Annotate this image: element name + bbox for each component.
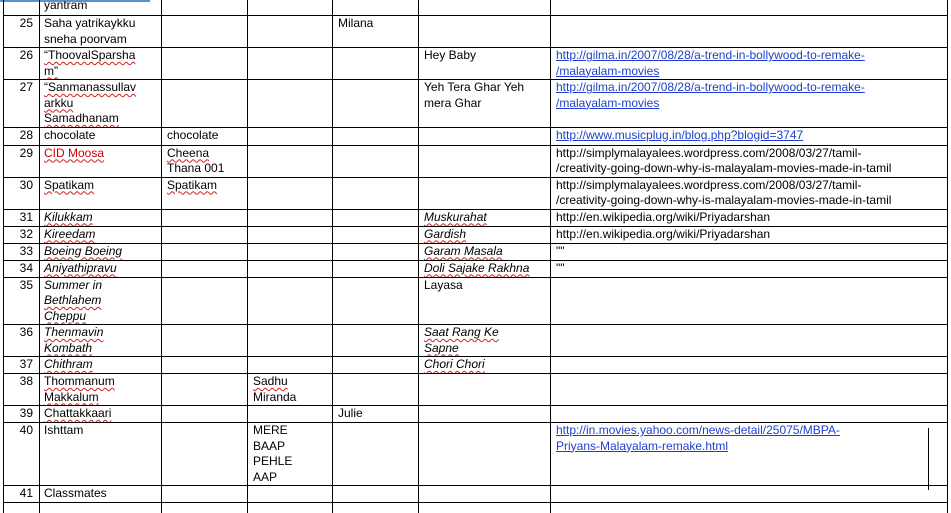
kannada-remake-cell: [333, 243, 419, 260]
telugu-remake-cell: [248, 0, 333, 16]
cell-text: Thenmavin: [44, 325, 104, 339]
row-number-cell: 32: [4, 226, 40, 243]
cell-text: http://simplymalayalees.wordpress.com/2008/03/27/tamil-: [556, 145, 862, 160]
source-link[interactable]: http://gilma.in/2007/08/28/a-trend-in-bollywood-to-remake-: [556, 48, 865, 62]
cell-text: Gardish: [424, 226, 467, 241]
kannada-remake-cell: [333, 486, 419, 503]
cell-text: http://en.wikipedia.org/wiki/Priyadarshan: [556, 209, 771, 224]
hindi-remake-cell: [419, 243, 551, 260]
telugu-remake-cell: [248, 48, 333, 80]
hindi-remake-cell: [419, 0, 551, 16]
cell-text: Saha yatrikaykku: [44, 16, 136, 30]
cell-text: Layasa: [424, 277, 463, 292]
title-cell: [40, 423, 162, 486]
row-number-cell: 39: [4, 406, 40, 423]
kannada-remake-cell: [333, 325, 419, 357]
source-cell: [551, 260, 948, 277]
title-cell: [40, 374, 162, 406]
hindi-remake-cell: [419, 226, 551, 243]
cell-text: chocolate: [167, 127, 219, 142]
hindi-remake-cell: [419, 48, 551, 80]
telugu-remake-cell: [248, 503, 333, 513]
tamil-remake-cell: [162, 209, 248, 226]
hindi-remake-cell: [419, 80, 551, 128]
tamil-remake-cell: [162, 486, 248, 503]
cell-text: "": [556, 243, 565, 258]
cell-text: m”: [44, 63, 58, 78]
hindi-remake-cell: [419, 357, 551, 374]
hindi-remake-cell: [419, 16, 551, 48]
source-cell: [551, 80, 948, 128]
source-cell: [551, 226, 948, 243]
cell-text: "": [556, 260, 565, 275]
telugu-remake-cell: [248, 226, 333, 243]
tamil-remake-cell: [162, 177, 248, 209]
source-cell: [551, 127, 948, 145]
cell-text: Chattakkaari: [44, 406, 112, 420]
title-cell: [40, 503, 162, 513]
source-link[interactable]: http://gilma.in/2007/08/28/a-trend-in-bollywood-to-remake-: [556, 80, 865, 94]
cell-text: Cheena: [167, 145, 210, 160]
table-row: [4, 406, 948, 423]
title-cell: [40, 127, 162, 145]
tamil-remake-cell: [162, 406, 248, 423]
title-cell: [40, 145, 162, 177]
table-row: [4, 423, 948, 486]
tamil-remake-cell: [162, 226, 248, 243]
kannada-remake-cell: [333, 277, 419, 325]
title-cell: [40, 486, 162, 503]
title-cell: [40, 325, 162, 357]
table-row: [4, 357, 948, 374]
telugu-remake-cell: [248, 16, 333, 48]
source-cell: [551, 423, 948, 486]
cell-text: Chori Chori: [424, 357, 485, 371]
telugu-remake-cell: [248, 209, 333, 226]
cell-text: Thommanum: [44, 374, 115, 388]
hindi-remake-cell: [419, 503, 551, 513]
table-row: [4, 277, 948, 325]
hindi-remake-cell: [419, 325, 551, 357]
table-row: [4, 374, 948, 406]
row-number-cell: 36: [4, 325, 40, 357]
cell-text: Thana 001: [167, 161, 225, 175]
cell-text: PEHLE: [253, 454, 293, 468]
table-row: [4, 260, 948, 277]
telugu-remake-cell: [248, 374, 333, 406]
table-row: [4, 243, 948, 260]
cell-text: Spatikam: [167, 177, 218, 192]
cell-text: CID Moosa: [44, 145, 105, 160]
cell-text: mera Ghar: [424, 95, 482, 110]
cell-text: http://simplymalayalees.wordpress.com/2008/03/27/tamil-: [556, 177, 862, 192]
row-number-cell: 28: [4, 127, 40, 145]
kannada-remake-cell: [333, 374, 419, 406]
cell-text: Cheppu: [44, 308, 87, 323]
cell-text: Samadhanam: [44, 111, 119, 125]
table-row: [4, 325, 948, 357]
row-number-cell: [4, 503, 40, 513]
telugu-remake-cell: [248, 177, 333, 209]
cell-text: Kireedam: [44, 226, 96, 241]
tamil-remake-cell: [162, 503, 248, 513]
source-cell: [551, 145, 948, 177]
row-number-cell: 41: [4, 486, 40, 503]
kannada-remake-cell: [333, 0, 419, 16]
table-row: [4, 48, 948, 80]
cell-divider-line: [928, 428, 929, 490]
row-number-cell: 31: [4, 209, 40, 226]
cell-text: Milana: [338, 16, 374, 30]
source-cell: [551, 177, 948, 209]
table-row: [4, 127, 948, 145]
cell-text: Kombath: [44, 340, 93, 355]
cell-text: Classmates: [44, 486, 107, 500]
kannada-remake-cell: [333, 80, 419, 128]
hindi-remake-cell: [419, 260, 551, 277]
row-number-cell: 33: [4, 243, 40, 260]
kannada-remake-cell: [333, 127, 419, 145]
cell-text: sneha poorvam: [44, 31, 127, 46]
table-row: [4, 80, 948, 128]
table-row: [4, 486, 948, 503]
tamil-remake-cell: [162, 48, 248, 80]
source-link[interactable]: http://www.musicplug.in/blog.php?blogid=3747: [556, 127, 804, 142]
title-cell: [40, 260, 162, 277]
cell-text: Doli Sajake Rakhna: [424, 260, 530, 275]
table-row: [4, 226, 948, 243]
cell-text: Miranda: [253, 389, 297, 404]
row-number-cell: 26: [4, 48, 40, 80]
kannada-remake-cell: [333, 48, 419, 80]
cell-text: Makkalum: [44, 389, 99, 404]
row-number-cell: 37: [4, 357, 40, 374]
tamil-remake-cell: [162, 277, 248, 325]
title-cell: [40, 48, 162, 80]
kannada-remake-cell: [333, 406, 419, 423]
cell-text: /creativity-going-down-why-is-malayalam-movies-made-in-tamil: [556, 193, 892, 207]
row-number-cell: [4, 0, 40, 16]
telugu-remake-cell: [248, 406, 333, 423]
telugu-remake-cell: [248, 277, 333, 325]
telugu-remake-cell: [248, 243, 333, 260]
source-link[interactable]: /malayalam-movies: [556, 95, 660, 110]
cell-text: “ThoovalSparsha: [44, 48, 136, 62]
remake-movies-table: [3, 0, 948, 513]
telugu-remake-cell: [248, 260, 333, 277]
cell-text: Boeing Boeing: [44, 243, 123, 258]
source-link[interactable]: http://in.movies.yahoo.com/news-detail/25075/MBPA-: [556, 423, 840, 437]
tamil-remake-cell: [162, 357, 248, 374]
kannada-remake-cell: [333, 209, 419, 226]
telugu-remake-cell: [248, 423, 333, 486]
cell-text: AAP: [253, 469, 278, 484]
hindi-remake-cell: [419, 127, 551, 145]
cell-text: Julie: [338, 406, 363, 420]
tamil-remake-cell: [162, 243, 248, 260]
tamil-remake-cell: [162, 423, 248, 486]
cell-text: yantram: [44, 0, 88, 12]
tamil-remake-cell: [162, 145, 248, 177]
cell-text: Sapne: [424, 340, 459, 355]
row-number-cell: 35: [4, 277, 40, 325]
tamil-remake-cell: [162, 374, 248, 406]
table-row: [4, 16, 948, 48]
source-cell: [551, 243, 948, 260]
table-row: [4, 177, 948, 209]
cell-text: arkku: [44, 95, 74, 110]
kannada-remake-cell: [333, 16, 419, 48]
row-number-cell: 27: [4, 80, 40, 128]
table-row: [4, 209, 948, 226]
title-cell: [40, 0, 162, 16]
telugu-remake-cell: [248, 127, 333, 145]
table-row: [4, 503, 948, 513]
kannada-remake-cell: [333, 423, 419, 486]
title-cell: [40, 406, 162, 423]
kannada-remake-cell: [333, 503, 419, 513]
cell-text: Spatikam: [44, 177, 95, 192]
cell-text: Aniyathipravu: [44, 260, 117, 275]
cell-text: MERE: [253, 423, 288, 437]
hindi-remake-cell: [419, 209, 551, 226]
kannada-remake-cell: [333, 260, 419, 277]
title-cell: [40, 16, 162, 48]
row-number-cell: 40: [4, 423, 40, 486]
cell-text: Kilukkam: [44, 209, 93, 224]
cell-text: /creativity-going-down-why-is-malayalam-movies-made-in-tamil: [556, 161, 892, 175]
title-cell: [40, 80, 162, 128]
row-number-cell: 38: [4, 374, 40, 406]
tamil-remake-cell: [162, 80, 248, 128]
cell-text: Chithram: [44, 357, 93, 371]
cell-text: Sadhu: [253, 374, 288, 388]
cell-text: Bethlahem: [44, 293, 102, 307]
cell-text: “Sanmanassullav: [44, 80, 137, 94]
row-number-cell: 34: [4, 260, 40, 277]
title-cell: [40, 226, 162, 243]
cell-text: Ishttam: [44, 423, 84, 437]
source-cell: [551, 406, 948, 423]
hindi-remake-cell: [419, 374, 551, 406]
title-cell: [40, 277, 162, 325]
cell-text: Saat Rang Ke: [424, 325, 499, 339]
source-cell: [551, 357, 948, 374]
table-row: [4, 145, 948, 177]
source-cell: [551, 16, 948, 48]
tamil-remake-cell: [162, 127, 248, 145]
table-row: [4, 0, 948, 16]
tamil-remake-cell: [162, 260, 248, 277]
title-cell: [40, 177, 162, 209]
telugu-remake-cell: [248, 325, 333, 357]
hindi-remake-cell: [419, 177, 551, 209]
cell-text: Garam Masala: [424, 243, 503, 258]
title-cell: [40, 243, 162, 260]
hindi-remake-cell: [419, 277, 551, 325]
source-cell: [551, 503, 948, 513]
kannada-remake-cell: [333, 226, 419, 243]
table-body: [4, 0, 948, 513]
cell-text: BAAP: [253, 438, 286, 453]
source-link[interactable]: Priyans-Malayalam-remake.html: [556, 438, 729, 453]
source-cell: [551, 486, 948, 503]
hindi-remake-cell: [419, 423, 551, 486]
source-cell: [551, 209, 948, 226]
hindi-remake-cell: [419, 145, 551, 177]
source-cell: [551, 48, 948, 80]
row-number-cell: 25: [4, 16, 40, 48]
cell-text: Yeh Tera Ghar Yeh: [424, 80, 525, 94]
tamil-remake-cell: [162, 16, 248, 48]
row-number-cell: 29: [4, 145, 40, 177]
kannada-remake-cell: [333, 177, 419, 209]
row-number-cell: 30: [4, 177, 40, 209]
hindi-remake-cell: [419, 486, 551, 503]
tamil-remake-cell: [162, 0, 248, 16]
cell-text: chocolate: [44, 127, 96, 142]
source-cell: [551, 325, 948, 357]
hindi-remake-cell: [419, 406, 551, 423]
tamil-remake-cell: [162, 325, 248, 357]
title-cell: [40, 357, 162, 374]
title-cell: [40, 209, 162, 226]
cell-text: Hey Baby: [424, 48, 477, 62]
telugu-remake-cell: [248, 80, 333, 128]
source-cell: [551, 374, 948, 406]
telugu-remake-cell: [248, 486, 333, 503]
source-link[interactable]: /malayalam-movies: [556, 63, 660, 78]
telugu-remake-cell: [248, 145, 333, 177]
telugu-remake-cell: [248, 357, 333, 374]
source-cell: [551, 277, 948, 325]
source-cell: [551, 0, 948, 16]
cell-text: Muskurahat: [424, 209, 487, 224]
cell-text: http://en.wikipedia.org/wiki/Priyadarshan: [556, 226, 771, 241]
kannada-remake-cell: [333, 145, 419, 177]
cell-text: Summer in: [44, 277, 103, 292]
kannada-remake-cell: [333, 357, 419, 374]
